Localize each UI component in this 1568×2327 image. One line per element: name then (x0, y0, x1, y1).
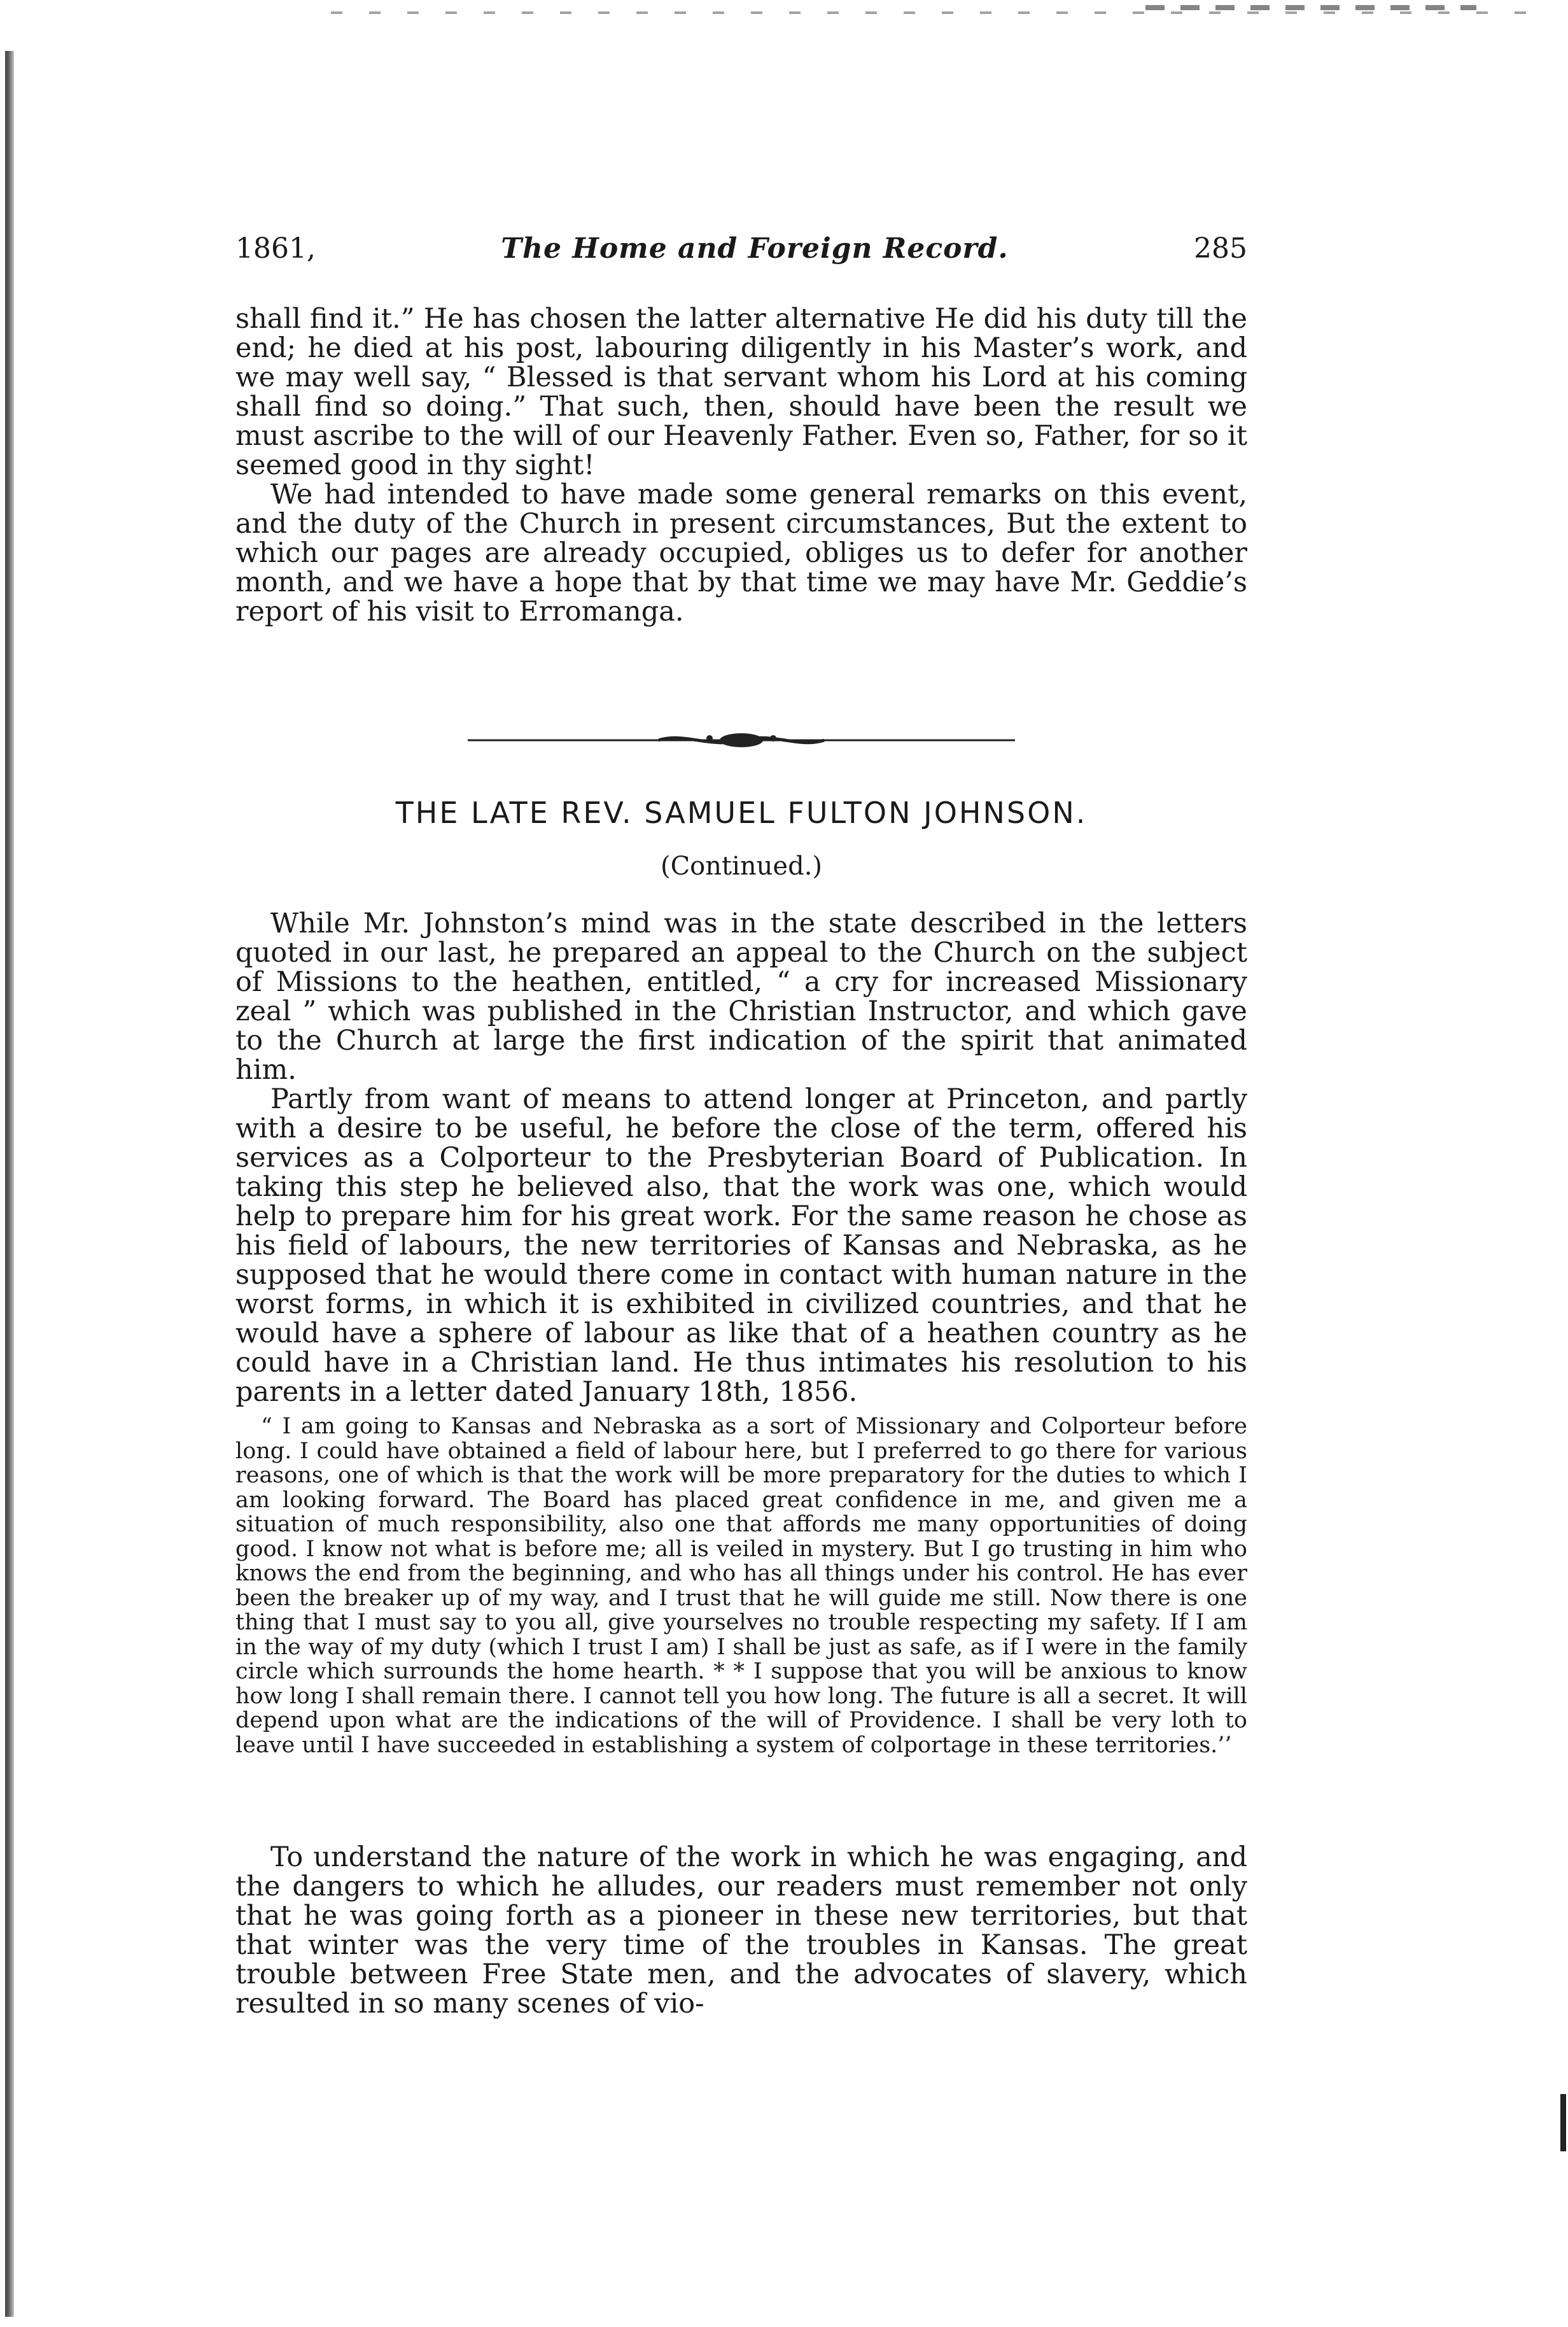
paragraph: Partly from want of means to attend longer at Princeton, and partly with a desire to be useful, he before the close of the term, offered his services as a Colporteur to the Presbyterian Board of Publication. In taking this step he believed also, that the work was one, which would help to prepare him for his great work. For the same reason he chose as his field of labours, the new territories of Kansas and Nebraska, as he supposed that he would there come in contact with human nature in the worst forms, in which it is exhibited in civilized countries, and that he would have a sphere of labour as like that of a heathen country as he could have in a Christian land. He thus intimates his resolution to his parents in a letter dated January 18th, 1856. (235, 1083, 1247, 1408)
letter-quotation (235, 1414, 1247, 1757)
paragraph: To understand the nature of the work in which he was engaging, and the dangers to which he alludes, our readers must remember not only that he was going forth as a pioneer in these new territories, but that that winter was the very time of the troubles in Kansas. The great trouble between Free State men, and the advocates of slavery, which resulted in so many scenes of vio- (235, 1841, 1247, 2020)
page-edge-right-mark (1560, 2094, 1566, 2151)
paragraph: We had intended to have made some general remarks on this event, and the duty of the Church in present circumstances, But the extent to which our pages are already occupied, obliges us to defer for another month, and we have a hope that by that time we may have Mr. Geddie’s report of his visit to Erromanga. (235, 479, 1247, 628)
paragraph: While Mr. Johnston’s mind was in the state described in the letters quoted in our last, he prepared an appeal to the Church on the subject of Missions to the heathen, entitled, “ a cry for increased Missionary zeal ” which was published in the Christian Instructor, and which gave to the Church at large the first indication of the spirit that animated him. (235, 908, 1247, 1086)
page-edge-marks-right (1145, 5, 1476, 10)
page-binding-edge (5, 51, 14, 2317)
paragraph: shall find it.” He has chosen the latter alternative He did his duty till the end; he died at his post, labouring diligently in his Master’s work, and we may well say, “ Blessed is that servant whom his Lord at his coming shall find so doing.” That such, then, should have been the result we must ascribe to the will of our Heavenly Father. Even so, Father, for so it seemed good in thy sight! (235, 303, 1247, 481)
continued-label: (Continued.) (660, 852, 823, 881)
running-header (235, 232, 1247, 277)
previous-article-ending (235, 304, 1247, 626)
section-divider-ornament (468, 731, 1015, 750)
article-continuation (235, 1843, 1247, 2018)
page-number: 285 (1194, 232, 1247, 265)
article-body (235, 909, 1247, 1407)
header-year: 1861, (235, 232, 316, 265)
article-heading: THE LATE REV. SAMUEL FULTON JOHNSON. (395, 796, 1088, 830)
quoted-letter: “ I am going to Kansas and Nebraska as a sort of Missionary and Colporteur before long. I could have obtained a field of labour here, but I preferred to go there for various reasons, one of which is that the work will be more preparatory for the duties to which I am looking forward. The Board has placed great confidence in me, and given me a situation of much responsibility, also one that affords me many opportunities of doing good. I know not what is before me; all is veiled in mystery. But I go trusting in him who knows the end from the beginning, and who has all things under his control. He has ever been the breaker up of my way, and I trust that he will guide me still. Now there is one thing that I must say to you all, give yourselves no trouble respecting my safety. If I am in the way of my duty (which I trust I am) I shall be just as safe, as if I were in the family circle which surrounds the home hearth. * * I suppose that you will be anxious to know how long I shall remain there. I cannot tell you how long. The future is all a secret. It will depend upon what are the indications of the will of Providence. I shall be very loth to leave until I have succeeded in establishing a system of colportage in these territories.’’ (235, 1414, 1247, 1758)
page-edge-marks (331, 11, 1540, 14)
journal-title: The Home and Foreign Record. (501, 232, 1009, 265)
